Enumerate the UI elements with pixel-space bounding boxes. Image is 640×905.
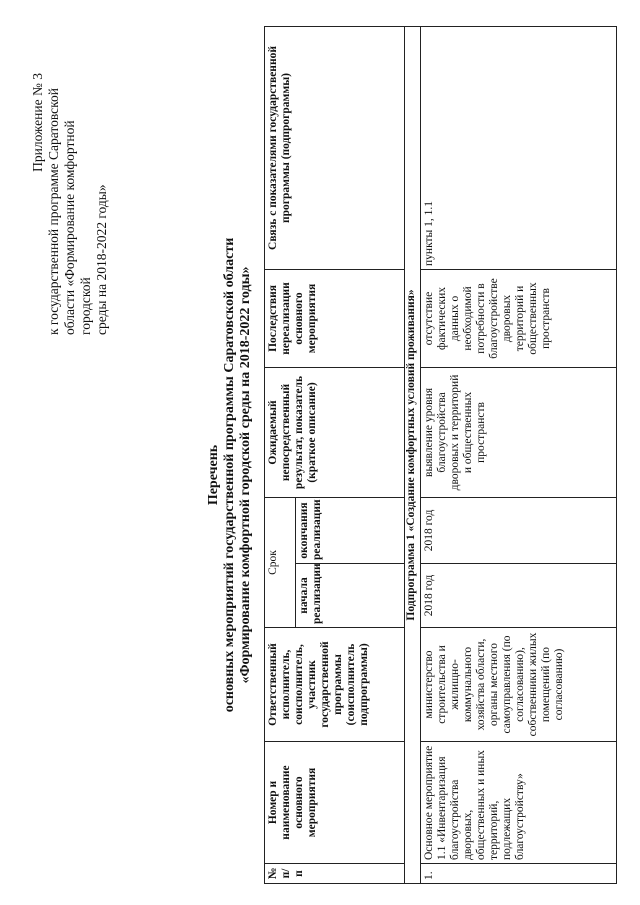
header-consequences: Последствия нереализации основного мероприятия [265, 269, 405, 367]
measures-table [264, 26, 617, 884]
subprogram-row: Подпрограмма 1 «Создание комфортных условий проживания» [405, 26, 421, 883]
header-num: № п/п [265, 864, 405, 884]
appendix-line-2: области «Формирование комфортной городской [62, 120, 93, 335]
heading-line-3: «Формирование комфортной городской среды на 2018-2022 годы» [238, 266, 253, 684]
header-link: Связь с показателями государственной программы (подпрограммы) [265, 26, 405, 269]
heading-line-2: основных мероприятий государственной программы Саратовской области [222, 237, 237, 713]
header-term-end: окончания реализации [296, 497, 405, 563]
header-responsible: Ответственный исполнитель, соисполнитель, участник государственной программы (соисполнитель подпрограммы) [265, 628, 405, 742]
appendix-line-3: среды на 2018-2022 годы» [94, 184, 109, 335]
appendix-title: Приложение № 3 [30, 73, 45, 172]
cell-start: 2018 год [421, 564, 617, 628]
cell-num: 1. [421, 864, 617, 884]
cell-link: пункты 1, 1.1 [421, 26, 617, 269]
cell-consequences: отсутствие фактических данных о необходимой потребности в благоустройстве дворовых территорий и общественных пространств [421, 269, 617, 367]
cell-expected: выявление уровня благоустройства дворовых и территорий и общественных пространств [421, 367, 617, 497]
cell-end: 2018 год [421, 497, 617, 563]
header-name: Номер и наименование основного мероприятия [265, 742, 405, 864]
cell-responsible: министерство строительства и жилищно-коммунального хозяйства области, органы местного самоуправления (по согласованию), собственники жилых помещений (по согласованию) [421, 628, 617, 742]
table-row [421, 26, 617, 883]
cell-name: Основное мероприятие 1.1 «Инвентаризация благоустройства дворовых, общественных и иных территорий, подлежащих благоустройству» [421, 742, 617, 864]
document-heading [206, 185, 254, 765]
header-term-start: начала реализации [296, 564, 405, 628]
heading-line-1: Перечень [206, 444, 221, 506]
appendix-line-1: к государственной программе Саратовской [46, 88, 61, 335]
header-term: Срок [265, 497, 296, 627]
appendix-block [30, 73, 110, 335]
header-expected: Ожидаемый непосредственный результат, показатель (краткое описание) [265, 367, 405, 497]
